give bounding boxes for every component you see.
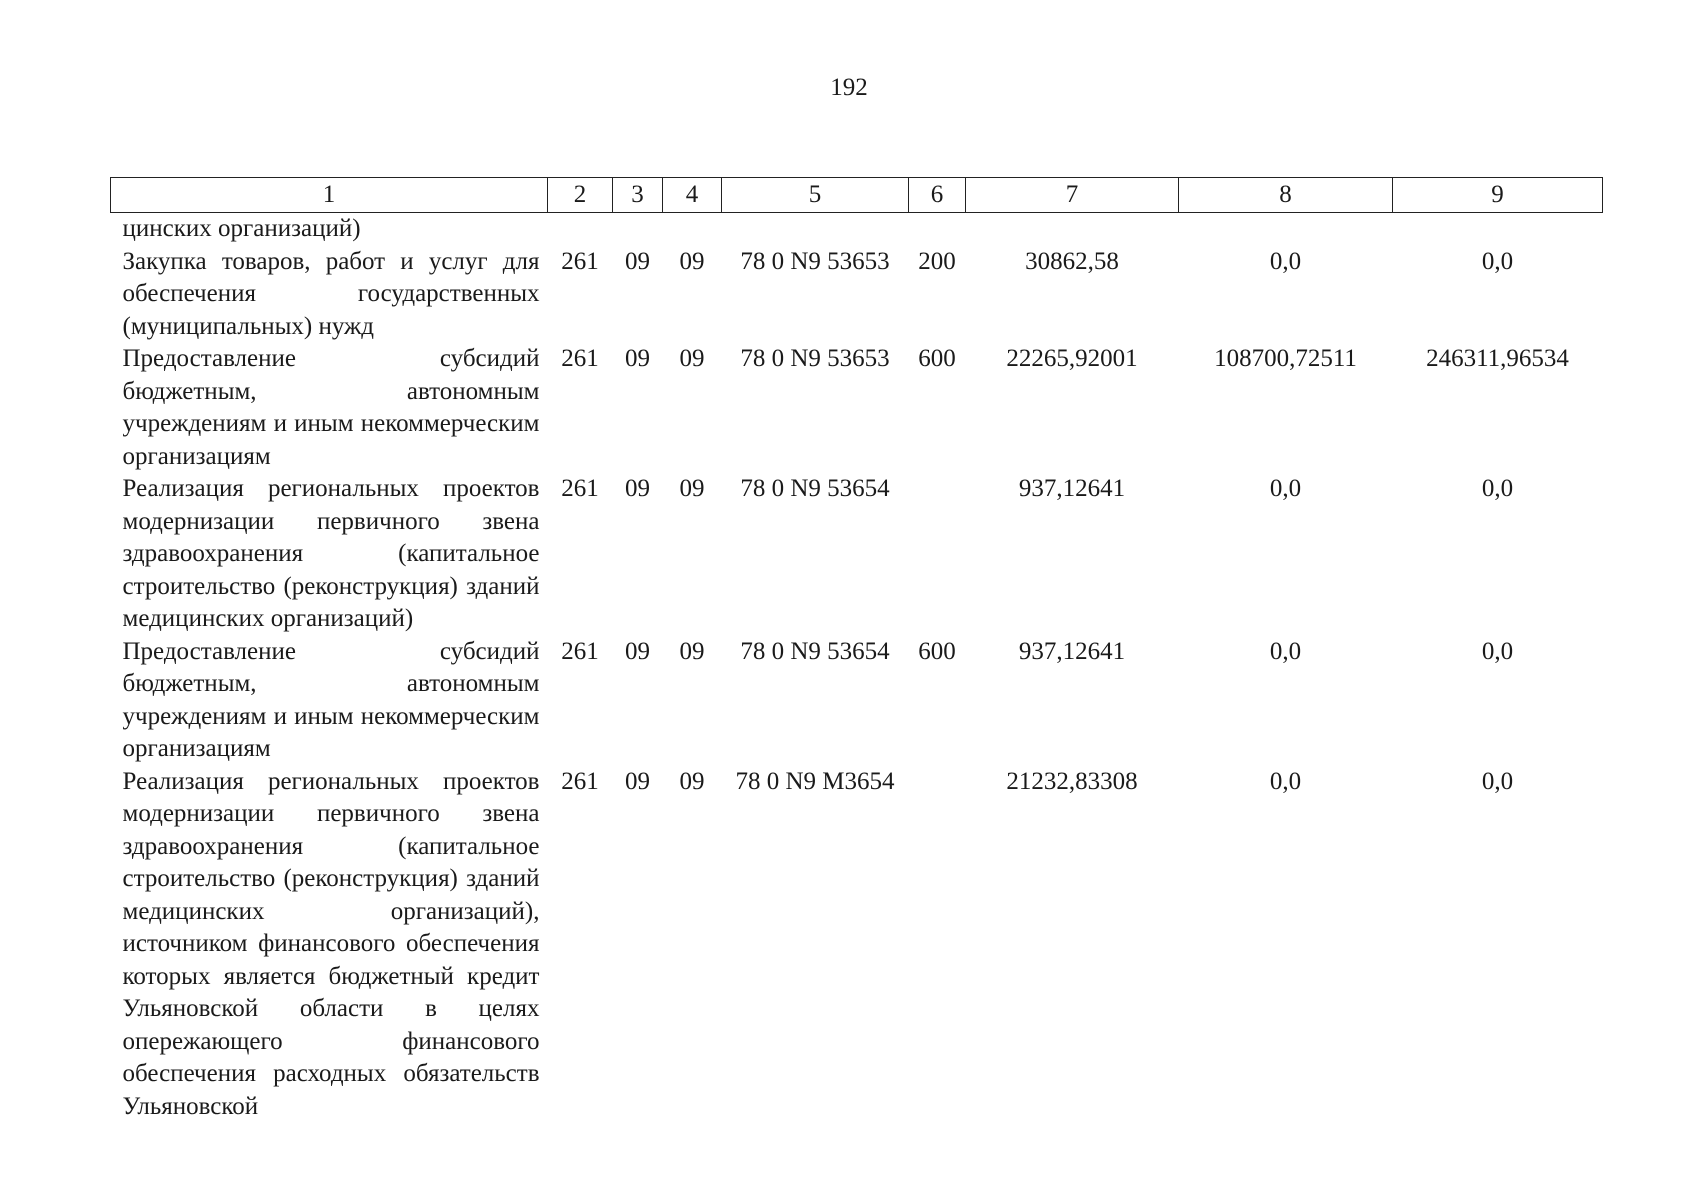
budget-table	[110, 177, 1603, 1123]
cell-col9: 246311,96534	[1426, 345, 1569, 372]
cell-col8: 0,0	[1269, 247, 1302, 275]
header-cell-7: 7	[966, 178, 1179, 213]
header-cell-6: 6	[909, 178, 966, 213]
table-row	[111, 343, 1603, 473]
cell-col6	[909, 766, 966, 1124]
cell-col2: 261	[561, 637, 599, 665]
cell-col6: 200	[918, 247, 956, 275]
cell-col5: 78 0 N9 53654	[740, 475, 890, 502]
cell-col3: 09	[625, 767, 650, 795]
cell-col6	[909, 213, 966, 246]
cell-col5: 78 0 N9 53653	[740, 247, 890, 275]
cell-col4: 09	[679, 475, 705, 502]
cell-col8	[1179, 213, 1393, 246]
header-cell-1: 1	[111, 178, 548, 213]
row-description: Предоставление субсидий бюджетным, автономным учреждениям и иным некоммерческим организациям	[122, 637, 540, 762]
cell-col7: 30862,58	[1025, 247, 1119, 275]
cell-col4: 09	[679, 767, 705, 795]
row-description: цинских организаций)	[122, 215, 361, 242]
header-cell-5: 5	[722, 178, 909, 213]
cell-col2: 261	[561, 247, 599, 275]
budget-table-container	[110, 177, 1602, 1123]
header-cell-3: 3	[613, 178, 663, 213]
cell-col4: 09	[679, 247, 705, 275]
table-row	[111, 473, 1603, 636]
cell-col6: 600	[918, 637, 956, 665]
row-description: Закупка товаров, работ и услуг для обеспечения государственных (муниципальных) нужд	[122, 247, 540, 340]
cell-col7: 21232,83308	[1006, 767, 1138, 795]
cell-col2	[548, 213, 613, 246]
cell-col5: 78 0 N9 53654	[740, 637, 890, 665]
table-row	[111, 246, 1603, 344]
cell-col7: 22265,92001	[1006, 345, 1138, 372]
table-row	[111, 636, 1603, 766]
cell-col9: 0,0	[1481, 475, 1514, 502]
table-row	[111, 766, 1603, 1124]
row-description: Реализация региональных проектов модернизации первичного звена здравоохранения (капитальное строительство (реконструкция) зданий медицинских организаций)	[122, 475, 540, 632]
table-row	[111, 213, 1603, 246]
cell-col3	[613, 213, 663, 246]
cell-col5	[722, 213, 909, 246]
cell-col8: 0,0	[1269, 475, 1302, 502]
cell-col4	[663, 213, 722, 246]
cell-col9: 0,0	[1481, 247, 1514, 275]
header-cell-9: 9	[1393, 178, 1603, 213]
header-cell-4: 4	[663, 178, 722, 213]
cell-col6	[909, 473, 966, 636]
cell-col6: 600	[918, 345, 956, 372]
row-description: Реализация региональных проектов модернизации первичного звена здравоохранения (капитальное строительство (реконструкция) зданий медицинских организаций), источником финансового обеспечения которых является бюджетный кредит Ульяновской области в целях опережающего финансового обеспечения расходных обязательств Ульяновской	[122, 767, 540, 1120]
cell-col9	[1393, 213, 1603, 246]
cell-col8: 0,0	[1269, 767, 1302, 795]
cell-col4: 09	[679, 345, 705, 372]
cell-col3: 09	[625, 475, 650, 502]
cell-col3: 09	[625, 247, 650, 275]
cell-col2: 261	[561, 767, 599, 795]
cell-col8: 108700,72511	[1214, 345, 1357, 372]
cell-col8: 0,0	[1269, 637, 1302, 665]
cell-col7: 937,12641	[1018, 475, 1126, 502]
cell-col5: 78 0 N9 M3654	[735, 767, 895, 795]
header-cell-8: 8	[1179, 178, 1393, 213]
header-cell-2: 2	[548, 178, 613, 213]
header-row	[111, 178, 1603, 213]
cell-col3: 09	[625, 345, 650, 372]
cell-col2: 261	[561, 345, 599, 372]
cell-col9: 0,0	[1481, 767, 1514, 795]
cell-col9: 0,0	[1481, 637, 1514, 665]
cell-col4: 09	[679, 637, 705, 665]
cell-col2: 261	[561, 475, 599, 502]
row-description: Предоставление субсидий бюджетным, автономным учреждениям и иным некоммерческим организациям	[122, 345, 540, 470]
cell-col3: 09	[625, 637, 650, 665]
cell-col7	[966, 213, 1179, 246]
page-number: 192	[830, 74, 868, 101]
cell-col7: 937,12641	[1018, 637, 1126, 665]
cell-col5: 78 0 N9 53653	[740, 345, 890, 372]
